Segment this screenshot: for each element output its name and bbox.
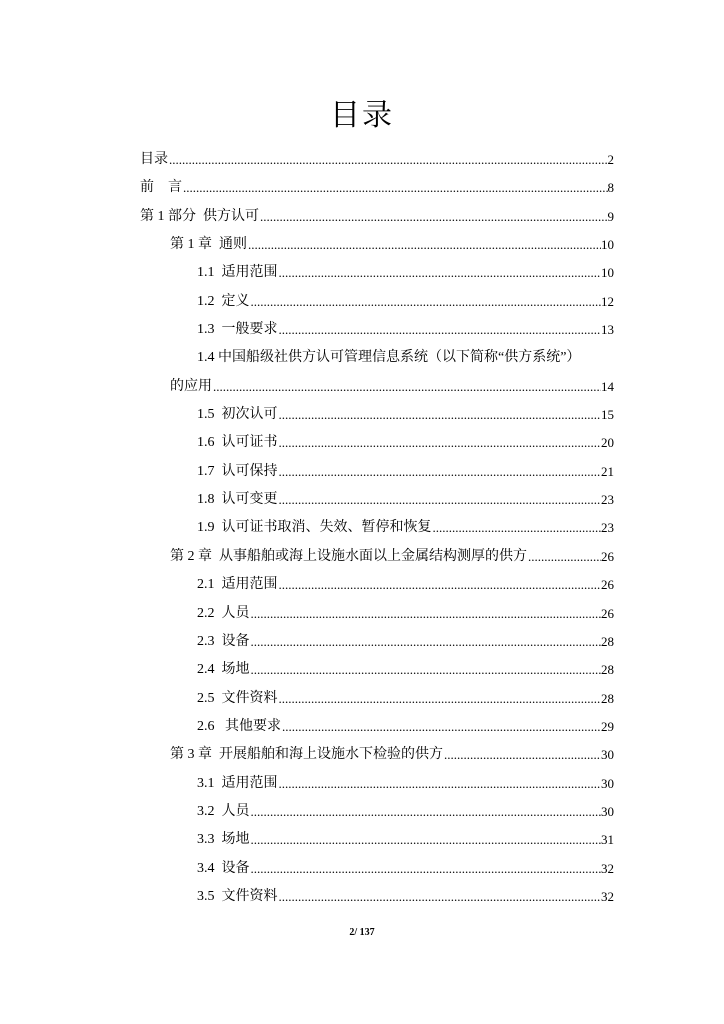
toc-entry-page-number: 13 — [601, 322, 614, 338]
toc-leader-dots — [278, 486, 602, 514]
toc-entry-label: 第 1 章 通则 — [170, 237, 247, 253]
toc-leader-dots — [168, 146, 608, 174]
toc-entry — [140, 514, 614, 542]
toc-entry-label: 2.4 场地 — [197, 662, 250, 678]
toc-entry — [140, 770, 614, 798]
toc-entry-page-number: 15 — [601, 407, 614, 423]
toc-entry — [140, 656, 614, 684]
toc-entry-label: 第 3 章 开展船舶和海上设施水下检验的供方 — [170, 747, 443, 763]
toc-entry — [140, 826, 614, 854]
toc-entry — [140, 316, 614, 344]
toc-entry-label: 2.6 其他要求 — [197, 718, 281, 734]
toc-entry-page-number: 10 — [601, 265, 614, 281]
toc-entry — [140, 486, 614, 514]
toc-entry — [140, 798, 614, 826]
toc-entry-page-number: 28 — [601, 662, 614, 678]
toc-entry — [140, 883, 614, 911]
toc-entry-page-number: 14 — [601, 378, 614, 394]
toc-entry-page-number: 20 — [601, 435, 614, 451]
toc-leader-dots — [250, 855, 602, 883]
toc-entry-page-number: 9 — [607, 208, 614, 224]
toc-entry-page-number: 12 — [601, 293, 614, 309]
toc-leader-dots — [250, 826, 602, 854]
toc-entry — [140, 685, 614, 713]
toc-entry-page-number: 26 — [601, 577, 614, 593]
toc-entry-label: 3.1 适用范围 — [197, 775, 278, 791]
toc-entry-label: 3.5 文件资料 — [197, 888, 278, 904]
toc-entry-label: 1.5 初次认可 — [197, 407, 278, 423]
toc-entry-page-number: 21 — [601, 463, 614, 479]
toc-entry-label: 1.2 定义 — [197, 293, 250, 309]
toc-leader-dots — [278, 883, 602, 911]
toc-entry-label: 2.5 文件资料 — [197, 690, 278, 706]
table-of-contents — [140, 146, 614, 911]
toc-entry — [140, 401, 614, 429]
toc-entry-page-number: 10 — [601, 237, 614, 253]
toc-entry-page-number: 23 — [601, 492, 614, 508]
toc-leader-dots — [443, 741, 601, 769]
toc-entry — [140, 713, 614, 741]
toc-entry-label: 2.1 适用范围 — [197, 577, 278, 593]
toc-leader-dots — [259, 203, 608, 231]
toc-leader-dots — [182, 174, 608, 202]
toc-leader-dots — [250, 628, 602, 656]
toc-leader-dots — [432, 514, 602, 542]
toc-leader-dots — [278, 571, 602, 599]
page-title: 目录 — [330, 98, 394, 133]
toc-entry — [140, 571, 614, 599]
toc-entry-page-number: 30 — [601, 775, 614, 791]
toc-entry-page-number: 32 — [601, 860, 614, 876]
toc-entry-label: 2.3 设备 — [197, 633, 250, 649]
toc-leader-dots — [250, 288, 602, 316]
toc-leader-dots — [278, 401, 602, 429]
toc-entry-page-number: 26 — [601, 548, 614, 564]
toc-entry — [140, 600, 614, 628]
toc-entry-page-number: 2 — [607, 152, 614, 167]
page-footer-number: 2/ 137 — [349, 927, 375, 938]
toc-leader-dots — [247, 231, 601, 259]
toc-entry-page-number: 32 — [601, 888, 614, 904]
toc-entry — [140, 174, 614, 202]
toc-entry-page-number: 28 — [601, 633, 614, 649]
toc-entry-label: 1.7 认可保持 — [197, 463, 278, 479]
toc-entry — [140, 458, 614, 486]
toc-leader-dots — [278, 259, 602, 287]
toc-entry-label: 第 2 章 从事船舶或海上设施水面以上金属结构测厚的供方 — [170, 548, 527, 564]
toc-entry-page-number: 8 — [607, 180, 614, 196]
toc-entry-label-continued: 的应用 — [170, 378, 212, 394]
toc-entry — [140, 628, 614, 656]
toc-entry — [140, 543, 614, 571]
toc-entry — [140, 741, 614, 769]
toc-entry-label: 1.1 适用范围 — [197, 265, 278, 281]
toc-entry-label: 1.9 认可证书取消、失效、暂停和恢复 — [197, 520, 432, 536]
toc-entry-page-number: 26 — [601, 605, 614, 621]
toc-leader-dots — [250, 798, 602, 826]
toc-entry — [140, 429, 614, 457]
toc-leader-dots — [212, 373, 601, 401]
toc-entry-page-number: 30 — [601, 803, 614, 819]
toc-entry-page-number: 29 — [601, 718, 614, 734]
toc-entry-wrapped-first-line — [140, 344, 614, 372]
toc-entry-label: 3.4 设备 — [197, 860, 250, 876]
toc-entry — [140, 203, 614, 231]
toc-leader-dots — [250, 600, 602, 628]
toc-entry — [140, 288, 614, 316]
toc-entry-page-number: 23 — [601, 520, 614, 536]
toc-entry-label: 2.2 人员 — [197, 605, 250, 621]
toc-entry — [140, 146, 614, 174]
toc-entry — [140, 259, 614, 287]
toc-entry-label: 前 言 — [140, 180, 182, 196]
toc-entry-label: 1.8 认可变更 — [197, 492, 278, 508]
toc-entry — [140, 855, 614, 883]
toc-leader-dots — [281, 713, 601, 741]
toc-entry-label: 1.4 中国船级社供方认可管理信息系统（以下简称“供方系统”） — [197, 350, 581, 366]
toc-entry-page-number: 30 — [601, 747, 614, 763]
toc-entry-label: 3.3 场地 — [197, 832, 250, 848]
toc-leader-dots — [278, 316, 602, 344]
toc-entry-label: 1.3 一般要求 — [197, 322, 278, 338]
toc-entry-label: 目录 — [140, 152, 168, 167]
toc-entry-page-number: 31 — [601, 832, 614, 848]
toc-entry-label: 第 1 部分 供方认可 — [140, 208, 259, 224]
toc-entry-label: 1.6 认可证书 — [197, 435, 278, 451]
toc-leader-dots — [278, 685, 602, 713]
toc-entry-wrapped-continuation — [140, 373, 614, 401]
toc-entry — [140, 231, 614, 259]
toc-leader-dots — [250, 656, 602, 684]
toc-leader-dots — [278, 458, 602, 486]
toc-leader-dots — [527, 543, 601, 571]
toc-leader-dots — [278, 429, 602, 457]
toc-entry-page-number: 28 — [601, 690, 614, 706]
toc-entry-label: 3.2 人员 — [197, 803, 250, 819]
toc-leader-dots — [278, 770, 602, 798]
